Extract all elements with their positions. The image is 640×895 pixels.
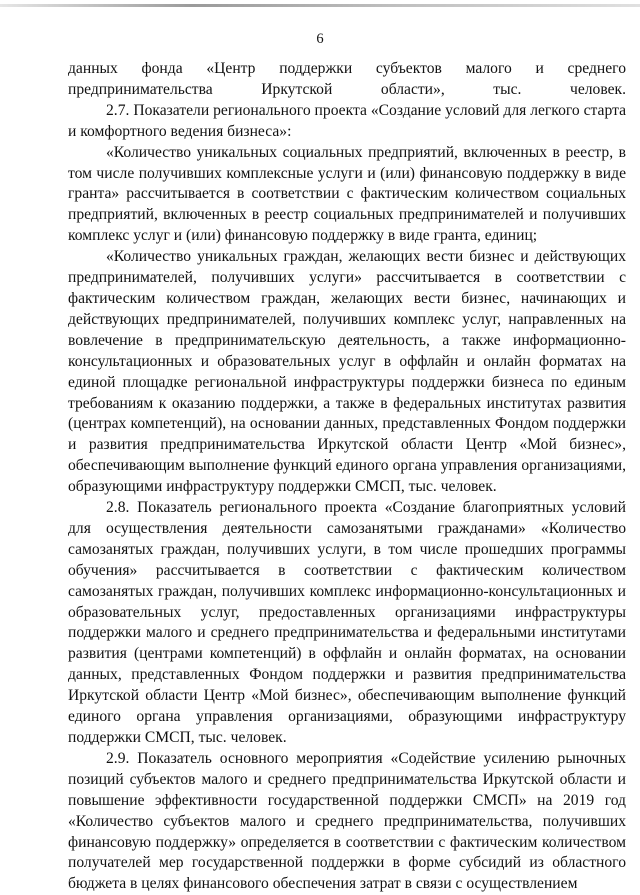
- paragraph-section-2-9: 2.9. Показатель основного мероприятия «Содействие усилению рыночных позиций субъектов малого и среднего предпринимательства Иркутской области и повышение эффективности государственной поддержки СМСП» на 2019 год «Количество субъектов малого и среднего предпринимательства, получивших финансовую поддержку» определяется в соответствии с фактическим количеством получателей мер государственной поддержки в форме субсидий из областного бюджета в целях финансового обеспечения затрат в связи с осуществлением: [68, 749, 626, 893]
- page-number: 6: [316, 31, 324, 47]
- paragraph-section-2-7-heading: 2.7. Показатели регионального проекта «Создание условий для легкого старта и комфортного ведения бизнеса»:: [68, 101, 626, 140]
- paragraph-continuation: данных фонда «Центр поддержки субъектов малого и среднего предпринимательства Иркутской области», тыс. человек.: [68, 60, 626, 98]
- paragraph-unique-citizens: «Количество уникальных граждан, желающих вести бизнес и действующих предпринимателей, получивших услуги» рассчитывается в соответствии с фактическим количеством граждан, желающих вести бизнес, начинающих и действующих предпринимателей, получивших комплекс услуг, направленных на вовлечение в предпринимательскую деятельность, а также информационно-консультационных и образовательных услуг в оффлайн и онлайн форматах на единой площадке региональной инфраструктуры поддержки бизнеса по единым требованиям к оказанию поддержки, а также в федеральных институтах развития (центрах компетенций), на основании данных, представленных Фондом поддержки и развития предпринимательства Иркутской области Центр «Мой бизнес», обеспечивающим выполнение функций единого органа управления организациями, образующими инфраструктуру поддержки СМСП, тыс. человек.: [68, 248, 626, 496]
- document-body: [68, 59, 626, 895]
- paragraph-section-2-8: 2.8. Показатель регионального проекта «Создание благоприятных условий для осуществления деятельности самозанятыми гражданами» «Количество самозанятых граждан, получивших услуги, в том числе прошедших программы обучения» рассчитывается в соответствии с фактическим количеством самозанятых граждан, получивших комплекс информационно-консультационных и образовательных услуг, предоставленных организациями инфраструктуры поддержки малого и среднего предпринимательства и федеральными институтами развития (центрами компетенций) в оффлайн и онлайн форматах, на основании данных, представленных Фондом поддержки и развития предпринимательства Иркутской области Центр «Мой бизнес», обеспечивающим выполнение функций единого органа управления организациями, образующими инфраструктуру поддержки СМСП, тыс. человек.: [68, 499, 626, 746]
- paragraph-social-enterprises: «Количество уникальных социальных предприятий, включенных в реестр, в том числе получивших комплексные услуги и (или) финансовую поддержку в виде гранта» рассчитывается в соответствии с фактическим количеством социальных предприятий, включенных в реестр социальных предпринимателей и получивших комплекс услуг и (или) финансовую поддержку в виде гранта, единиц;: [68, 143, 626, 245]
